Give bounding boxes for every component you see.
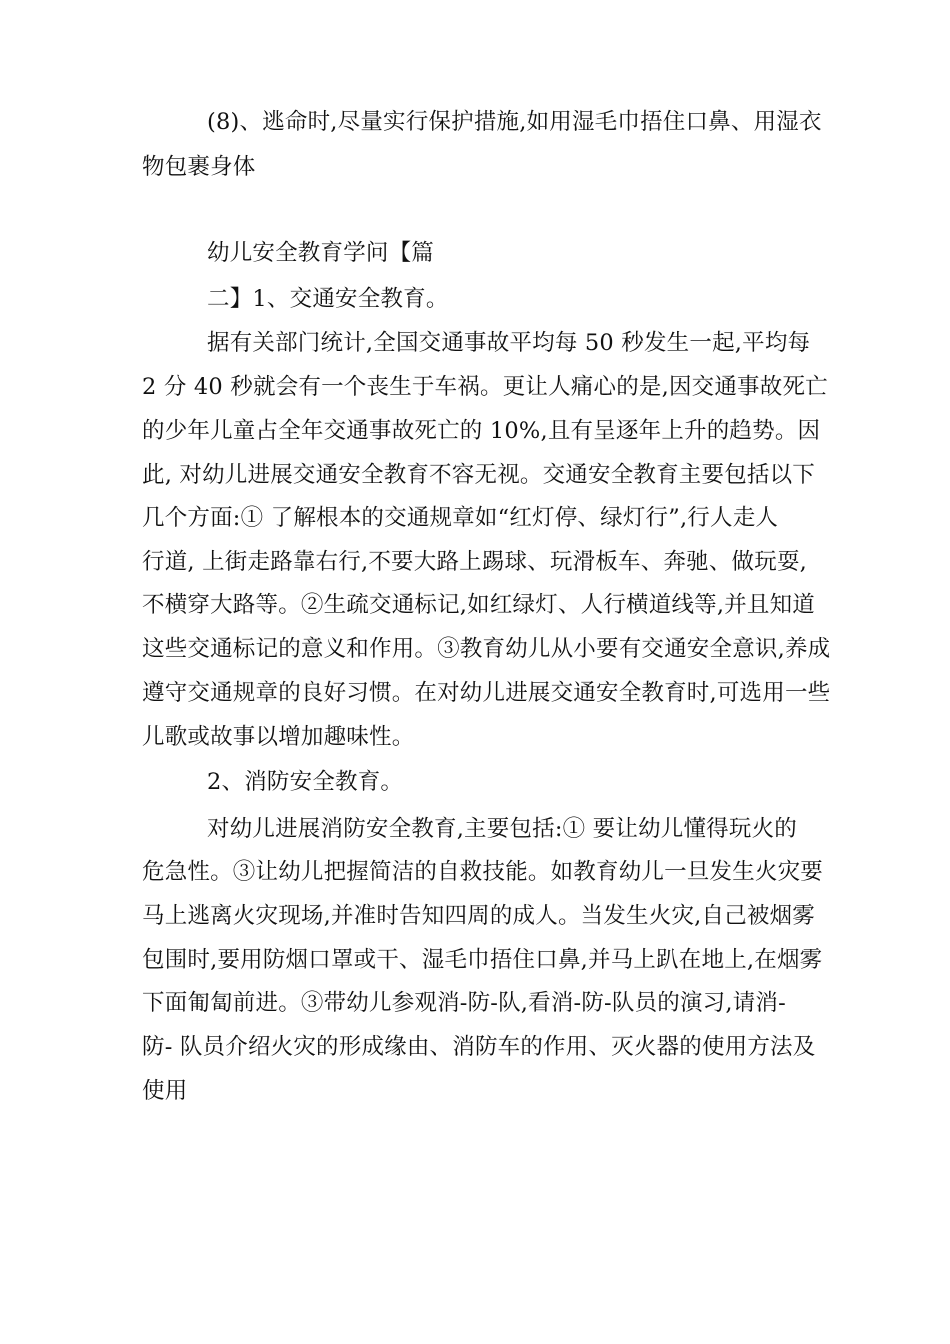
- paragraph-line: 不横穿大路等。②生疏交通标记,如红绿灯、人行横道线等,并且知道: [142, 592, 816, 618]
- paragraph-line: 行道, 上街走路靠右行,不要大路上踢球、玩滑板车、奔驰、做玩耍,: [142, 549, 808, 575]
- paragraph-line: 据有关部门统计,全国交通事故平均每 50 秒发生一起,平均每: [207, 330, 811, 356]
- paragraph-line: 2 分 40 秒就会有一个丧生于车祸。更让人痛心的是,因交通事故死亡: [142, 374, 828, 400]
- paragraph-line: 儿歌或故事以增加趣味性。: [142, 724, 415, 750]
- section-heading: 幼儿安全教育学问【篇: [207, 240, 435, 266]
- paragraph-line: (8)、逃命时,尽量实行保护措施,如用湿毛巾捂住口鼻、用湿衣: [207, 109, 822, 135]
- paragraph-line: 使用: [142, 1078, 188, 1104]
- paragraph-line: 对幼儿进展消防安全教育,主要包括:① 要让幼儿懂得玩火的: [207, 816, 797, 842]
- paragraph-line: 此, 对幼儿进展交通安全教育不容无视。交通安全教育主要包括以下: [142, 462, 816, 488]
- paragraph-line: 遵守交通规章的良好习惯。在对幼儿进展交通安全教育时,可选用一些: [142, 680, 831, 706]
- paragraph-line: 马上逃离火灾现场,并准时告知四周的成人。当发生火灾,自己被烟雾: [142, 903, 816, 929]
- paragraph-line: 危急性。③让幼儿把握简洁的自救技能。如教育幼儿一旦发生火灾要: [142, 859, 824, 885]
- section-heading: 2、消防安全教育。: [207, 769, 404, 795]
- paragraph-line: 物包裹身体: [142, 154, 256, 180]
- paragraph-line: 下面匍匐前进。③带幼儿参观消-防-队,看消-防-队员的演习,请消-: [142, 990, 786, 1016]
- paragraph-line: 几个方面:① 了解根本的交通规章如“红灯停、绿灯行”,行人走人: [142, 505, 779, 531]
- paragraph-line: 防- 队员介绍火灾的形成缘由、消防车的作用、灭火器的使用方法及: [142, 1034, 816, 1060]
- paragraph-line: 这些交通标记的意义和作用。③教育幼儿从小要有交通安全意识,养成: [142, 636, 831, 662]
- section-heading: 二】1、交通安全教育。: [207, 286, 449, 312]
- paragraph-line: 包围时,要用防烟口罩或干、湿毛巾捂住口鼻,并马上趴在地上,在烟雾: [142, 947, 823, 973]
- paragraph-line: 的少年儿童占全年交通事故死亡的 10%,且有呈逐年上升的趋势。因: [142, 418, 821, 444]
